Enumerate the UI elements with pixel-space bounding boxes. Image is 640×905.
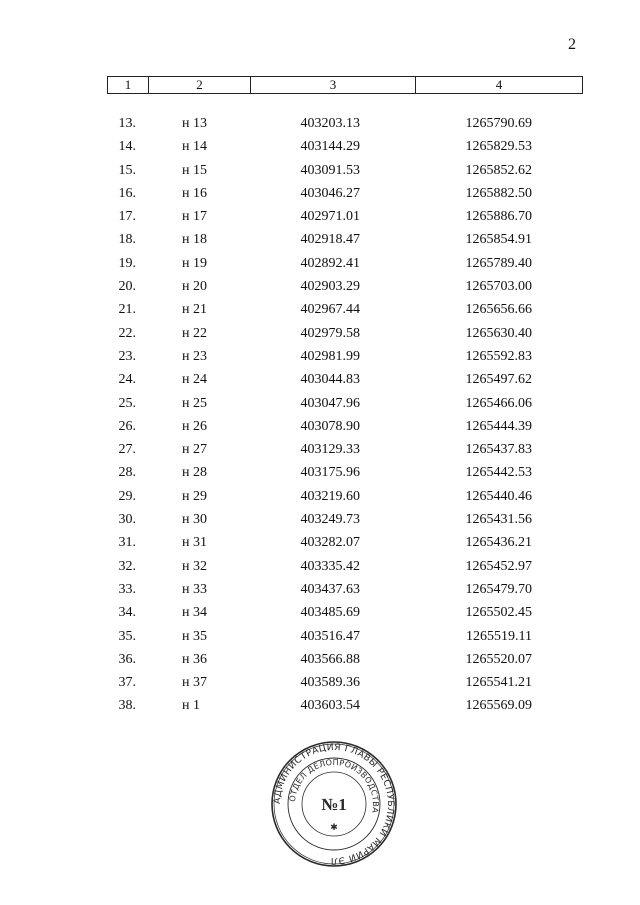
point-name: н 17	[182, 209, 207, 225]
coordinate-y: 1265852.62	[465, 162, 532, 178]
point-name: н 36	[182, 651, 207, 667]
row-number: 30.	[118, 512, 136, 528]
row-number: 33.	[118, 581, 136, 597]
coordinate-y: 1265886.70	[465, 209, 532, 225]
table-row	[0, 464, 640, 487]
coordinate-y: 1265882.50	[465, 185, 532, 201]
row-number: 15.	[118, 162, 136, 178]
table-row	[0, 208, 640, 231]
coordinate-y: 1265656.66	[465, 302, 532, 318]
coordinate-x: 403078.90	[300, 418, 360, 434]
row-number: 32.	[118, 558, 136, 574]
coordinate-y: 1265437.83	[465, 442, 532, 458]
table-row	[0, 325, 640, 348]
table-row	[0, 558, 640, 581]
row-number: 28.	[118, 465, 136, 481]
table-row	[0, 162, 640, 185]
table-row	[0, 278, 640, 301]
table-row	[0, 371, 640, 394]
point-name: н 19	[182, 255, 207, 271]
row-number: 17.	[118, 209, 136, 225]
coordinate-x: 403516.47	[300, 628, 360, 644]
point-name: н 1	[182, 698, 200, 714]
table-row	[0, 581, 640, 604]
column-header-2: 2	[149, 77, 251, 93]
point-name: н 25	[182, 395, 207, 411]
point-name: н 31	[182, 535, 207, 551]
table-row	[0, 488, 640, 511]
table-row	[0, 674, 640, 697]
coordinate-y: 1265519.11	[466, 628, 532, 644]
point-name: н 34	[182, 605, 207, 621]
point-name: н 28	[182, 465, 207, 481]
coordinate-x: 403219.60	[300, 488, 360, 504]
coordinate-x: 402903.29	[300, 279, 360, 295]
coordinate-x: 403047.96	[300, 395, 360, 411]
point-name: н 22	[182, 325, 207, 341]
coordinate-x: 402971.01	[300, 209, 360, 225]
row-number: 38.	[118, 698, 136, 714]
coordinate-y: 1265497.62	[465, 372, 532, 388]
table-row	[0, 301, 640, 324]
point-name: н 15	[182, 162, 207, 178]
row-number: 16.	[118, 185, 136, 201]
row-number: 18.	[118, 232, 136, 248]
row-number: 23.	[118, 348, 136, 364]
coordinate-y: 1265479.70	[465, 581, 532, 597]
coordinate-y: 1265829.53	[465, 139, 532, 155]
seal-inner-text: ОТДЕЛ ДЕЛОПРОИЗВОДСТВА	[287, 757, 381, 814]
table-row	[0, 441, 640, 464]
coordinate-y: 1265502.45	[465, 605, 532, 621]
point-name: н 33	[182, 581, 207, 597]
coordinate-x: 403282.07	[300, 535, 360, 551]
row-number: 35.	[118, 628, 136, 644]
row-number: 19.	[118, 255, 136, 271]
row-number: 20.	[118, 279, 136, 295]
row-number: 29.	[118, 488, 136, 504]
coordinate-x: 403249.73	[300, 512, 360, 528]
coordinate-y: 1265541.21	[465, 675, 532, 691]
point-name: н 37	[182, 675, 207, 691]
table-row	[0, 651, 640, 674]
coordinate-y: 1265630.40	[465, 325, 532, 341]
row-number: 22.	[118, 325, 136, 341]
table-row	[0, 511, 640, 534]
coordinate-x: 402918.47	[300, 232, 360, 248]
seal-outer-text: АДМИНИСТРАЦИЯ ГЛАВЫ РЕСПУБЛИКИ МАРИЙ ЭЛ	[271, 741, 397, 867]
coordinate-x: 403091.53	[300, 162, 360, 178]
table-row	[0, 255, 640, 278]
point-name: н 26	[182, 418, 207, 434]
coordinate-x: 403044.83	[300, 372, 360, 388]
row-number: 37.	[118, 675, 136, 691]
table-row	[0, 231, 640, 254]
table-row	[0, 534, 640, 557]
coordinate-y: 1265854.91	[465, 232, 532, 248]
coordinate-y: 1265569.09	[465, 698, 532, 714]
coordinate-y: 1265520.07	[465, 651, 532, 667]
coordinate-x: 403144.29	[300, 139, 360, 155]
coordinate-x: 402967.44	[300, 302, 360, 318]
coordinate-y: 1265466.06	[465, 395, 532, 411]
point-name: н 29	[182, 488, 207, 504]
row-number: 13.	[118, 116, 136, 131]
table-row	[0, 697, 640, 720]
coordinate-x: 403437.63	[300, 581, 360, 597]
coordinate-y: 1265436.21	[465, 535, 532, 551]
coordinate-y: 1265703.00	[465, 279, 532, 295]
coordinate-y: 1265790.69	[465, 116, 532, 131]
official-seal	[270, 740, 398, 868]
row-number: 21.	[118, 302, 136, 318]
coordinate-y: 1265444.39	[465, 418, 532, 434]
coordinate-x: 402892.41	[300, 255, 360, 271]
table-row	[0, 628, 640, 651]
row-number: 27.	[118, 442, 136, 458]
column-header-4: 4	[416, 77, 583, 93]
point-name: н 21	[182, 302, 207, 318]
coordinate-x: 403589.36	[300, 675, 360, 691]
row-number: 26.	[118, 418, 136, 434]
coordinate-y: 1265789.40	[465, 255, 532, 271]
row-number: 36.	[118, 651, 136, 667]
point-name: н 18	[182, 232, 207, 248]
coordinate-x: 403335.42	[300, 558, 360, 574]
point-name: н 23	[182, 348, 207, 364]
coordinate-x: 403203.13	[300, 116, 360, 131]
coordinate-y: 1265452.97	[465, 558, 532, 574]
table-row	[0, 138, 640, 161]
point-name: н 24	[182, 372, 207, 388]
point-name: н 13	[182, 116, 207, 131]
coordinate-x: 403603.54	[300, 698, 360, 714]
coordinate-x: 403175.96	[300, 465, 360, 481]
row-number: 24.	[118, 372, 136, 388]
coordinates-table	[0, 115, 640, 721]
row-number: 25.	[118, 395, 136, 411]
row-number: 34.	[118, 605, 136, 621]
table-header	[107, 76, 583, 94]
table-row	[0, 604, 640, 627]
point-name: н 35	[182, 628, 207, 644]
page-number: 2	[568, 36, 576, 53]
point-name: н 30	[182, 512, 207, 528]
point-name: н 32	[182, 558, 207, 574]
coordinate-x: 402979.58	[300, 325, 360, 341]
table-row	[0, 185, 640, 208]
table-row	[0, 395, 640, 418]
coordinate-x: 403485.69	[300, 605, 360, 621]
coordinate-y: 1265431.56	[465, 512, 532, 528]
table-row	[0, 115, 640, 138]
point-name: н 16	[182, 185, 207, 201]
row-number: 31.	[118, 535, 136, 551]
seal-star-icon: ✱	[330, 822, 338, 832]
coordinate-x: 403046.27	[300, 185, 360, 201]
column-header-1: 1	[108, 77, 149, 93]
table-row	[0, 418, 640, 441]
coordinate-x: 403129.33	[300, 442, 360, 458]
coordinate-x: 403566.88	[300, 651, 360, 667]
seal-number: №1	[321, 795, 347, 814]
point-name: н 20	[182, 279, 207, 295]
coordinate-y: 1265592.83	[465, 348, 532, 364]
coordinate-y: 1265442.53	[465, 465, 532, 481]
point-name: н 27	[182, 442, 207, 458]
coordinate-y: 1265440.46	[465, 488, 532, 504]
table-row	[0, 348, 640, 371]
point-name: н 14	[182, 139, 207, 155]
row-number: 14.	[118, 139, 136, 155]
coordinate-x: 402981.99	[300, 348, 360, 364]
column-header-3: 3	[251, 77, 416, 93]
